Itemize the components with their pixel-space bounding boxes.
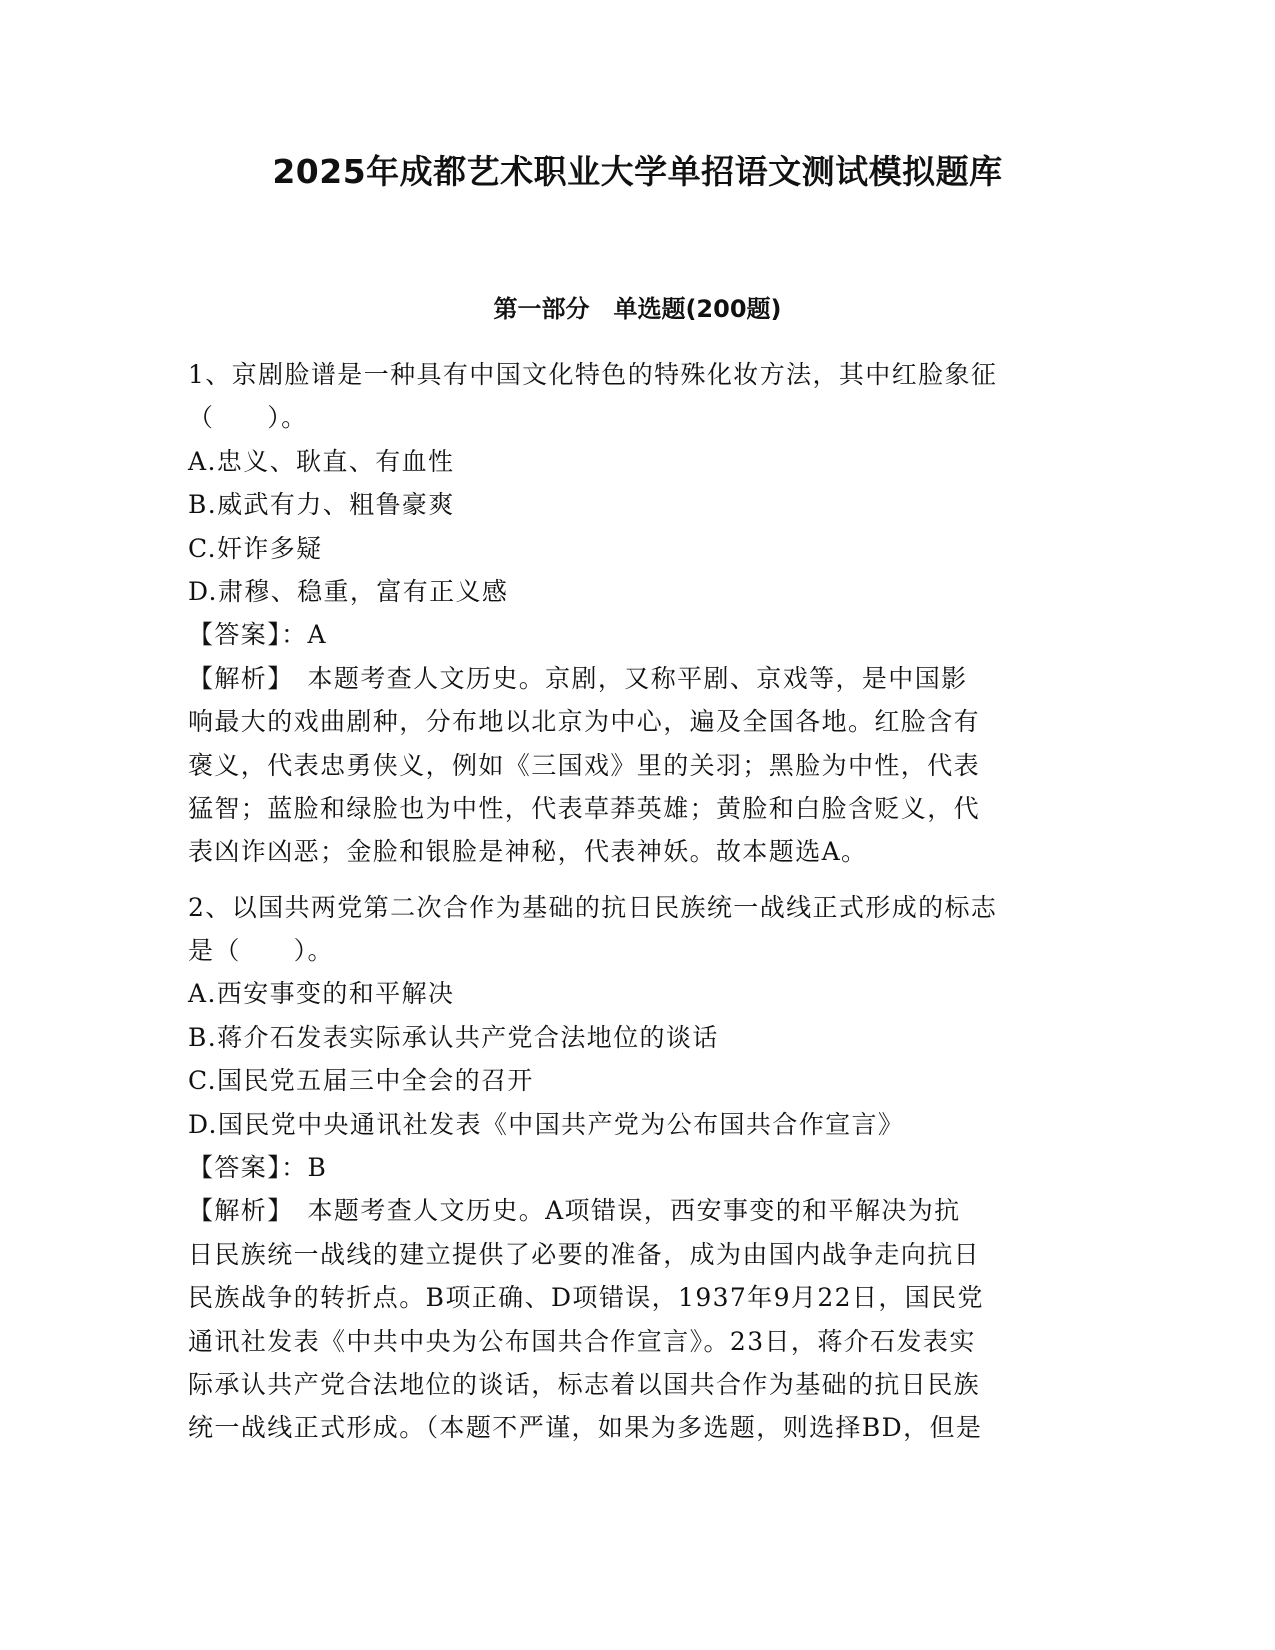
section-title: 第一部分 单选题(200题)	[493, 295, 782, 323]
question-list	[188, 353, 1088, 1450]
question-stem-line: 是（ ）。	[188, 936, 334, 966]
analysis-line: 表凶诈凶恶；金脸和银脸是神秘，代表神妖。故本题选A。	[188, 837, 868, 867]
answer-line: 【答案】：A	[188, 620, 327, 650]
option-a: A.忠义、耿直、有血性	[188, 446, 455, 476]
option-c: C.国民党五届三中全会的召开	[188, 1066, 534, 1096]
option-c: C.奸诈多疑	[188, 533, 323, 563]
option-d: D.肃穆、稳重，富有正义感	[188, 576, 509, 606]
question-2	[188, 886, 1088, 1450]
question-1	[188, 353, 1088, 874]
analysis-line: 【解析】 本题考查人文历史。A项错误，西安事变的和平解决为抗	[188, 1196, 961, 1226]
option-b: B.威武有力、粗鲁豪爽	[188, 490, 455, 520]
answer-line: 【答案】：B	[188, 1153, 328, 1183]
question-stem-line: （ ）。	[188, 403, 308, 433]
question-spacer	[188, 874, 1088, 886]
question-stem-line: 2、以国共两党第二次合作为基础的抗日民族统一战线正式形成的标志	[188, 892, 998, 922]
question-stem-line: 1、京剧脸谱是一种具有中国文化特色的特殊化妆方法，其中红脸象征	[188, 360, 998, 389]
option-d: D.国民党中央通讯社发表《中国共产党为公布国共合作宣言》	[188, 1109, 905, 1139]
analysis-line: 猛智；蓝脸和绿脸也为中性，代表草莽英雄；黄脸和白脸含贬义，代	[188, 793, 981, 823]
document-title: 2025年成都艺术职业大学单招语文测试模拟题库	[272, 152, 1003, 191]
analysis-line: 褒义，代表忠勇侠义，例如《三国戏》里的关羽；黑脸为中性，代表	[188, 750, 981, 780]
option-a: A.西安事变的和平解决	[188, 979, 455, 1009]
analysis-line: 际承认共产党合法地位的谈话，标志着以国共合作为基础的抗日民族	[188, 1369, 981, 1399]
analysis-line: 民族战争的转折点。B项正确、D项错误，1937年9月22日，国民党	[188, 1283, 984, 1313]
analysis-line: 【解析】 本题考查人文历史。京剧，又称平剧、京戏等，是中国影	[188, 663, 968, 693]
option-b: B.蒋介石发表实际承认共产党合法地位的谈话	[188, 1022, 719, 1052]
analysis-line: 响最大的戏曲剧种，分布地以北京为中心，遍及全国各地。红脸含有	[188, 707, 981, 737]
analysis-line: 通讯社发表《中共中央为公布国共合作宣言》。23日，蒋介石发表实	[188, 1326, 976, 1356]
analysis-line: 统一战线正式形成。（本题不严谨，如果为多选题，则选择BD，但是	[188, 1413, 983, 1443]
analysis-line: 日民族统一战线的建立提供了必要的准备，成为由国内战争走向抗日	[188, 1239, 981, 1269]
